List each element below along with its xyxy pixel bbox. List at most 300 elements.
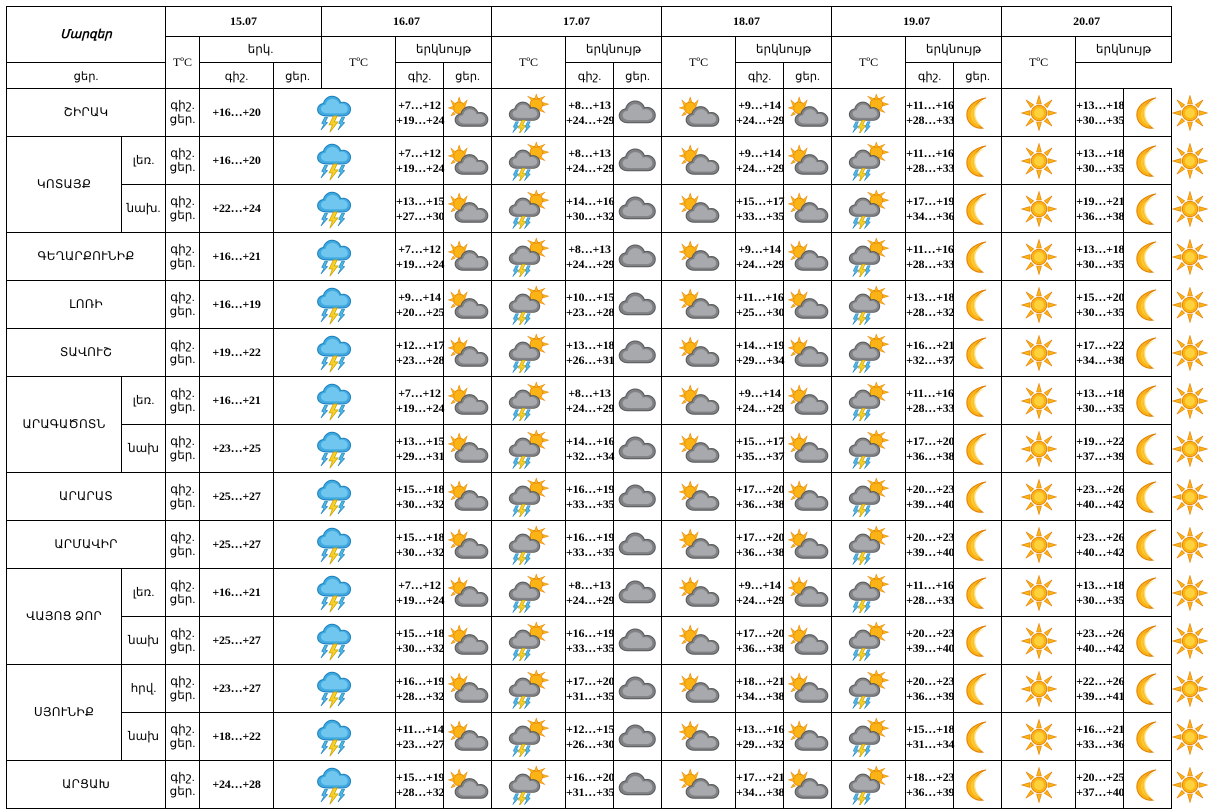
region-name: ՇԻՐԱԿ — [7, 89, 166, 137]
cloud-sun-rain-icon — [507, 237, 551, 277]
sky-icon-night — [784, 473, 832, 521]
night-day-labels — [166, 569, 200, 617]
sky-icon-night — [784, 617, 832, 665]
temp-cell: +13…+15 +29…+31 — [396, 425, 444, 473]
cloud-sun-icon — [786, 336, 830, 370]
cloud-sun-icon — [677, 144, 721, 178]
temp-cell: +13…+18 +30…+35 — [1076, 137, 1124, 185]
sky-icon-day — [662, 137, 736, 185]
region-name: ԱՐՄԱՎԻՐ — [7, 521, 166, 569]
sun-icon — [1172, 671, 1208, 707]
table-row — [7, 665, 1172, 713]
moon-icon — [1132, 671, 1164, 707]
cloud-sun-rain-icon — [847, 525, 891, 565]
thunderstorm-icon — [315, 93, 355, 133]
temp-cell: +25…+27 — [200, 617, 274, 665]
sky-icon-night — [444, 521, 492, 569]
thunderstorm-icon — [315, 525, 355, 565]
table-row — [7, 569, 1172, 617]
sky-icon-cell — [274, 233, 396, 281]
temp-cell: +16…+19 +33…+35 — [566, 473, 614, 521]
sky-icon-night — [614, 473, 662, 521]
night-day-labels — [166, 185, 200, 233]
sky-icon-cell — [274, 425, 396, 473]
temp-cell: +17…+21 +34…+38 — [736, 761, 784, 809]
moon-icon — [962, 239, 994, 275]
sun-icon — [1172, 431, 1208, 467]
cloud-icon — [617, 529, 659, 561]
night-label: գիշ. — [170, 769, 195, 784]
night-label: գիշ. — [170, 193, 195, 208]
sky-icon-day — [832, 185, 906, 233]
sky-icon-night — [784, 569, 832, 617]
moon-icon — [1132, 239, 1164, 275]
temp-cell: +11…+16 +25…+30 — [736, 281, 784, 329]
night-label: գիշ. — [170, 481, 195, 496]
cloud-sun-icon — [677, 528, 721, 562]
sky-icon-night — [614, 521, 662, 569]
temp-cell: +11…+16 +28…+33 — [906, 137, 954, 185]
cloud-sun-rain-icon — [847, 381, 891, 421]
sky-icon-cell — [274, 473, 396, 521]
cloud-sun-rain-icon — [847, 285, 891, 325]
sky-icon-cell — [274, 761, 396, 809]
moon-icon — [1132, 527, 1164, 563]
temp-cell: +9…+14 +20…+25 — [396, 281, 444, 329]
temp-cell: +13…+16 +29…+32 — [736, 713, 784, 761]
sun-icon — [1172, 767, 1208, 803]
night-label: գիշ. — [170, 97, 195, 112]
moon-icon — [962, 431, 994, 467]
day-label: ցեր. — [169, 783, 196, 798]
temp-cell: +13…+18 +26…+31 — [566, 329, 614, 377]
header-sky-2: երկնույթ — [566, 37, 662, 63]
sun-icon — [1021, 719, 1057, 755]
sky-icon-day — [832, 617, 906, 665]
sky-icon-night — [784, 425, 832, 473]
sky-icon-cell — [274, 137, 396, 185]
header-date-2: 17.07 — [492, 7, 662, 37]
sky-icon-cell — [274, 521, 396, 569]
cloud-sun-icon — [786, 144, 830, 178]
header-day-2: ցեր. — [444, 63, 492, 89]
sky-icon-day — [492, 185, 566, 233]
cloud-sun-icon — [786, 384, 830, 418]
cloud-sun-icon — [786, 576, 830, 610]
table-row — [7, 713, 1172, 761]
temp-cell: +11…+14 +23…+27 — [396, 713, 444, 761]
header-sky-0: երկ. — [200, 37, 322, 63]
sky-icon-night — [614, 617, 662, 665]
moon-icon — [962, 143, 994, 179]
sky-icon-cell — [274, 185, 396, 233]
temp-cell: +17…+20 +36…+38 — [736, 473, 784, 521]
temp-cell: +17…+20 +31…+35 — [566, 665, 614, 713]
temp-cell: +18…+23 +36…+39 — [906, 761, 954, 809]
cloud-icon — [617, 385, 659, 417]
temp-cell: +22…+26 +39…+41 — [1076, 665, 1124, 713]
sky-icon-night — [614, 377, 662, 425]
temp-cell: +9…+14 +24…+29 — [736, 233, 784, 281]
temp-cell: +17…+20 +36…+38 — [906, 425, 954, 473]
region-name: ԱՐԱԳԱԾՈՏՆ — [7, 377, 122, 473]
cloud-sun-icon — [446, 192, 490, 226]
sky-icon-day — [832, 761, 906, 809]
region-name: ԿՈՏԱՅՔ — [7, 137, 122, 233]
temp-cell: +7…+12 +19…+24 — [396, 233, 444, 281]
day-label: ցեր. — [169, 543, 196, 558]
sky-icon-day — [492, 617, 566, 665]
sky-icon-night — [954, 569, 1002, 617]
header-temp-2: TºC — [492, 37, 566, 89]
cloud-sun-rain-icon — [847, 573, 891, 613]
cloud-icon — [617, 481, 659, 513]
cloud-sun-icon — [677, 336, 721, 370]
sky-icon-day — [1002, 761, 1076, 809]
header-night-3: գիշ. — [566, 63, 614, 89]
night-day-labels — [166, 617, 200, 665]
sky-icon-day — [492, 713, 566, 761]
day-label: ցեր. — [169, 303, 196, 318]
temp-cell: +14…+16 +32…+34 — [566, 425, 614, 473]
sky-icon-night — [954, 617, 1002, 665]
night-day-labels — [166, 425, 200, 473]
moon-icon — [962, 479, 994, 515]
sky-icon-night — [784, 233, 832, 281]
temp-cell: +15…+17 +33…+35 — [736, 185, 784, 233]
header-temp-1: TºC — [322, 37, 396, 89]
sky-icon-night — [1124, 521, 1172, 569]
day-label: ցեր. — [169, 735, 196, 750]
temp-cell: +20…+23 +39…+40 — [906, 521, 954, 569]
temp-cell: +15…+18 +30…+32 — [396, 617, 444, 665]
sky-icon-night — [444, 761, 492, 809]
table-row — [7, 521, 1172, 569]
sky-icon-night — [1124, 185, 1172, 233]
temp-cell: +17…+19 +34…+36 — [906, 185, 954, 233]
temp-cell: +9…+14 +24…+29 — [736, 137, 784, 185]
sub-region-label: նախ — [122, 425, 166, 473]
night-day-labels — [166, 713, 200, 761]
sky-icon-night — [784, 761, 832, 809]
temp-cell: +11…+16 +28…+33 — [906, 377, 954, 425]
temp-cell: +18…+21 +34…+38 — [736, 665, 784, 713]
cloud-sun-rain-icon — [847, 765, 891, 805]
cloud-sun-rain-icon — [847, 333, 891, 373]
sky-icon-day — [832, 377, 906, 425]
forecast-table — [6, 6, 1172, 809]
moon-icon — [1132, 191, 1164, 227]
sky-icon-cell — [274, 281, 396, 329]
sky-icon-day — [492, 761, 566, 809]
sky-icon-day — [832, 425, 906, 473]
temp-cell: +20…+23 +36…+39 — [906, 665, 954, 713]
cloud-sun-icon — [446, 384, 490, 418]
temp-cell: +8…+13 +24…+29 — [566, 233, 614, 281]
sun-icon — [1172, 623, 1208, 659]
moon-icon — [1132, 719, 1164, 755]
day-label: ցեր. — [169, 159, 196, 174]
sky-icon-night — [954, 665, 1002, 713]
sky-icon-night — [1124, 761, 1172, 809]
sky-icon-night — [614, 713, 662, 761]
temp-cell: +19…+22 — [200, 329, 274, 377]
header-sky-5: երկնույթ — [1076, 37, 1172, 63]
cloud-icon — [617, 721, 659, 753]
sky-icon-day — [492, 425, 566, 473]
moon-icon — [1132, 575, 1164, 611]
sky-icon-night — [954, 137, 1002, 185]
sky-icon-day — [662, 761, 736, 809]
temp-cell: +17…+22 +34…+38 — [1076, 329, 1124, 377]
sky-icon-day — [492, 665, 566, 713]
temp-cell: +25…+27 — [200, 521, 274, 569]
sky-icon-night — [784, 377, 832, 425]
cloud-icon — [617, 769, 659, 801]
sky-icon-day — [492, 521, 566, 569]
cloud-sun-icon — [677, 384, 721, 418]
sub-region-label: լեռ. — [122, 569, 166, 617]
sky-icon-night — [444, 281, 492, 329]
sky-icon-night — [444, 137, 492, 185]
thunderstorm-icon — [315, 621, 355, 661]
sun-icon — [1172, 95, 1208, 131]
cloud-sun-icon — [446, 288, 490, 322]
sky-icon-night — [954, 329, 1002, 377]
sun-icon — [1021, 575, 1057, 611]
temp-cell: +23…+25 — [200, 425, 274, 473]
temp-cell: +9…+14 +24…+29 — [736, 569, 784, 617]
night-day-labels — [166, 521, 200, 569]
sky-icon-day — [662, 617, 736, 665]
night-day-labels — [166, 473, 200, 521]
sky-icon-night — [614, 137, 662, 185]
sky-icon-night — [614, 233, 662, 281]
cloud-sun-icon — [786, 672, 830, 706]
sky-icon-day — [662, 185, 736, 233]
temp-cell: +13…+18 +30…+35 — [1076, 569, 1124, 617]
night-label: գիշ. — [170, 529, 195, 544]
sky-icon-day — [662, 713, 736, 761]
cloud-sun-icon — [786, 96, 830, 130]
cloud-icon — [617, 577, 659, 609]
region-name: ԱՐՑԱԽ — [7, 761, 166, 809]
region-name: ՏԱՎՈՒՇ — [7, 329, 166, 377]
temp-cell: +22…+24 — [200, 185, 274, 233]
temp-cell: +7…+12 +19…+24 — [396, 569, 444, 617]
sun-icon — [1172, 335, 1208, 371]
temp-cell: +7…+12 +19…+24 — [396, 377, 444, 425]
cloud-sun-rain-icon — [507, 765, 551, 805]
sky-icon-night — [954, 473, 1002, 521]
sky-icon-night — [1124, 233, 1172, 281]
cloud-icon — [617, 241, 659, 273]
sub-region-label: նախ — [122, 617, 166, 665]
cloud-sun-icon — [786, 192, 830, 226]
temp-cell: +8…+13 +24…+29 — [566, 377, 614, 425]
sky-icon-day — [492, 281, 566, 329]
cloud-sun-icon — [677, 288, 721, 322]
night-day-labels — [166, 761, 200, 809]
temp-cell: +15…+18 +31…+34 — [906, 713, 954, 761]
temp-cell: +23…+26 +40…+42 — [1076, 521, 1124, 569]
cloud-sun-icon — [677, 576, 721, 610]
sun-icon — [1172, 719, 1208, 755]
header-day-0: ցեր. — [7, 63, 166, 89]
table-row — [7, 473, 1172, 521]
cloud-sun-rain-icon — [847, 621, 891, 661]
temp-cell: +12…+15 +26…+30 — [566, 713, 614, 761]
sky-icon-night — [614, 329, 662, 377]
thunderstorm-icon — [315, 189, 355, 229]
sky-icon-day — [662, 665, 736, 713]
temp-cell: +15…+17 +35…+37 — [736, 425, 784, 473]
cloud-sun-rain-icon — [847, 429, 891, 469]
sky-icon-night — [444, 425, 492, 473]
thunderstorm-icon — [315, 381, 355, 421]
table-row — [7, 89, 1172, 137]
header-day-1: ցեր. — [274, 63, 322, 89]
moon-icon — [962, 623, 994, 659]
header-temp-5: TºC — [1002, 37, 1076, 89]
header-date-3: 18.07 — [662, 7, 832, 37]
night-day-labels — [166, 281, 200, 329]
temp-cell: +17…+20 +36…+38 — [736, 521, 784, 569]
sun-icon — [1172, 527, 1208, 563]
day-label: ցեր. — [169, 447, 196, 462]
temp-cell: +16…+21 — [200, 569, 274, 617]
sun-icon — [1021, 623, 1057, 659]
cloud-sun-icon — [446, 96, 490, 130]
moon-icon — [1132, 335, 1164, 371]
sky-icon-night — [444, 89, 492, 137]
night-label: գիշ. — [170, 625, 195, 640]
sky-icon-night — [614, 89, 662, 137]
temp-cell: +16…+20 — [200, 137, 274, 185]
temp-cell: +15…+18 +30…+32 — [396, 473, 444, 521]
sky-icon-night — [444, 569, 492, 617]
cloud-sun-rain-icon — [847, 717, 891, 757]
cloud-sun-rain-icon — [507, 93, 551, 133]
sky-icon-night — [784, 185, 832, 233]
sub-region-label: հրվ. — [122, 665, 166, 713]
sky-icon-night — [444, 233, 492, 281]
sun-icon — [1172, 239, 1208, 275]
cloud-sun-icon — [446, 480, 490, 514]
temp-cell: +8…+13 +24…+29 — [566, 569, 614, 617]
temp-cell: +16…+21 +32…+37 — [906, 329, 954, 377]
cloud-sun-icon — [677, 672, 721, 706]
sub-region-label: նախ. — [122, 185, 166, 233]
sky-icon-day — [832, 521, 906, 569]
table-row — [7, 761, 1172, 809]
sky-icon-night — [1124, 665, 1172, 713]
temp-cell: +15…+18 +30…+32 — [396, 521, 444, 569]
sky-icon-cell — [274, 569, 396, 617]
thunderstorm-icon — [315, 141, 355, 181]
sun-icon — [1172, 143, 1208, 179]
sky-icon-night — [784, 89, 832, 137]
cloud-icon — [617, 433, 659, 465]
thunderstorm-icon — [315, 333, 355, 373]
sky-icon-night — [444, 329, 492, 377]
temp-cell: +18…+22 — [200, 713, 274, 761]
sky-icon-day — [662, 281, 736, 329]
sky-icon-night — [784, 713, 832, 761]
day-label: ցեր. — [169, 207, 196, 222]
sky-icon-cell — [274, 713, 396, 761]
header-night-2: գիշ. — [396, 63, 444, 89]
sun-icon — [1021, 95, 1057, 131]
temp-cell: +23…+26 +40…+42 — [1076, 617, 1124, 665]
sky-icon-day — [832, 665, 906, 713]
sky-icon-night — [1124, 281, 1172, 329]
temp-cell: +11…+16 +28…+33 — [906, 569, 954, 617]
cloud-sun-icon — [786, 480, 830, 514]
moon-icon — [1132, 383, 1164, 419]
night-day-labels — [166, 137, 200, 185]
temp-cell: +13…+18 +30…+35 — [1076, 233, 1124, 281]
sky-icon-night — [1124, 713, 1172, 761]
sky-icon-day — [662, 425, 736, 473]
header-corner-label: Մարզեր — [7, 7, 166, 63]
thunderstorm-icon — [315, 429, 355, 469]
cloud-sun-icon — [446, 624, 490, 658]
thunderstorm-icon — [315, 765, 355, 805]
temp-cell: +16…+21 — [200, 377, 274, 425]
sky-icon-night — [614, 281, 662, 329]
temp-cell: +16…+20 +31…+35 — [566, 761, 614, 809]
sky-icon-night — [444, 617, 492, 665]
sub-region-label: լեռ. — [122, 377, 166, 425]
region-name: ՍՅՈՒՆԻՔ — [7, 665, 122, 761]
sky-icon-night — [954, 89, 1002, 137]
cloud-sun-rain-icon — [507, 477, 551, 517]
sun-icon — [1021, 335, 1057, 371]
sky-icon-day — [1002, 185, 1076, 233]
cloud-sun-rain-icon — [847, 141, 891, 181]
cloud-icon — [617, 673, 659, 705]
sky-icon-night — [954, 233, 1002, 281]
day-label: ցեր. — [169, 639, 196, 654]
cloud-sun-icon — [786, 528, 830, 562]
temp-cell: +23…+27 — [200, 665, 274, 713]
sky-icon-day — [832, 473, 906, 521]
sky-icon-day — [1002, 89, 1076, 137]
moon-icon — [962, 191, 994, 227]
sky-icon-day — [832, 713, 906, 761]
table-row — [7, 185, 1172, 233]
header-temp-4: TºC — [832, 37, 906, 89]
cloud-sun-icon — [677, 720, 721, 754]
night-day-labels — [166, 329, 200, 377]
cloud-sun-rain-icon — [507, 285, 551, 325]
temp-cell: +13…+18 +30…+35 — [1076, 89, 1124, 137]
cloud-sun-icon — [446, 336, 490, 370]
region-name: ՎԱՅՈՑ ՁՈՐ — [7, 569, 122, 665]
region-name: ԱՐԱՐԱՏ — [7, 473, 166, 521]
table-row — [7, 233, 1172, 281]
night-day-labels — [166, 665, 200, 713]
sky-icon-night — [614, 185, 662, 233]
header-day-3: ցեր. — [614, 63, 662, 89]
sky-icon-night — [614, 665, 662, 713]
sky-icon-night — [1124, 617, 1172, 665]
thunderstorm-icon — [315, 237, 355, 277]
temp-cell: +16…+21 +33…+36 — [1076, 713, 1124, 761]
sky-icon-day — [492, 473, 566, 521]
cloud-sun-rain-icon — [847, 669, 891, 709]
